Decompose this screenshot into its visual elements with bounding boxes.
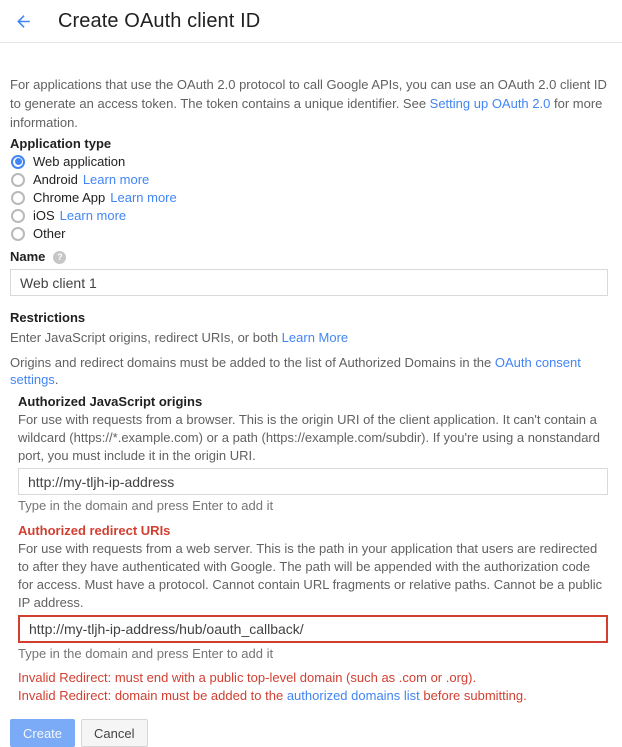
- error-domain-after: before submitting.: [419, 688, 527, 703]
- restrictions-line1: [10, 329, 608, 346]
- android-learn-more-link[interactable]: Learn more: [82, 172, 150, 187]
- radio-chrome-app[interactable]: [11, 191, 25, 205]
- authorized-origins-description: For use with requests from a browser. This is the origin URI of the client application. It can't contain a wildcard (https://*.example.com) or a path (https://example.com/subdir). If you're using a nonstandard port, you must include it in the origin URI.: [18, 412, 600, 463]
- radio-ios[interactable]: [11, 209, 25, 223]
- radio-label-ios: iOS: [33, 208, 55, 223]
- authorized-redirect-hint: Type in the domain and press Enter to add it: [18, 646, 274, 661]
- application-type-label: Application type: [10, 136, 112, 151]
- create-button[interactable]: Create: [10, 719, 75, 747]
- restrictions-line2-after: .: [54, 372, 59, 387]
- restrictions-line2-text: Origins and redirect domains must be added to the list of Authorized Domains in the: [10, 355, 495, 370]
- authorized-domains-list-link[interactable]: authorized domains list: [286, 688, 420, 703]
- name-label-row: [10, 249, 608, 265]
- name-input[interactable]: [10, 269, 608, 296]
- application-type-section: [10, 136, 608, 242]
- radio-web-application[interactable]: [11, 155, 25, 169]
- authorized-origins-hint: Type in the domain and press Enter to add it: [18, 498, 274, 513]
- radio-row-ios: [10, 207, 608, 224]
- restrictions-section: [10, 310, 608, 705]
- validation-errors: [18, 669, 608, 705]
- intro-text-after: for more information.: [10, 96, 603, 130]
- radio-row-chrome-app: [10, 189, 608, 206]
- radio-row-android: [10, 171, 608, 188]
- authorized-origins-heading: Authorized JavaScript origins: [18, 394, 203, 409]
- authorized-origins-input[interactable]: [18, 468, 608, 495]
- page-header: [0, 0, 622, 43]
- ios-learn-more-link[interactable]: Learn more: [59, 208, 127, 223]
- cancel-button[interactable]: Cancel: [81, 719, 147, 747]
- authorized-redirect-heading: Authorized redirect URIs: [18, 523, 171, 538]
- main-content: [0, 75, 622, 705]
- restrictions-line2: [10, 354, 608, 388]
- error-domain-before: Invalid Redirect: domain must be added to the: [18, 688, 287, 703]
- radio-label-chrome-app: Chrome App: [33, 190, 106, 205]
- help-circle-icon[interactable]: ?: [53, 251, 66, 264]
- authorized-redirect-input[interactable]: [18, 615, 608, 643]
- footer-actions: [0, 719, 622, 747]
- intro-paragraph: [10, 75, 608, 132]
- chrome-app-learn-more-link[interactable]: Learn more: [110, 190, 177, 205]
- oauth-consent-settings-link[interactable]: OAuth consent settings: [10, 355, 581, 387]
- restrictions-line1-text: Enter JavaScript origins, redirect URIs, or both: [10, 330, 282, 345]
- authorized-redirect-section: [18, 523, 608, 705]
- setting-up-oauth-link[interactable]: Setting up OAuth 2.0: [429, 96, 551, 111]
- radio-other[interactable]: [11, 227, 25, 241]
- radio-row-other: [10, 225, 608, 242]
- intro-text-before: For applications that use the OAuth 2.0 protocol to call Google APIs, you can use an OAuth 2.0 client ID to generate an access token. The token contains a unique identifier. See: [10, 77, 607, 111]
- radio-android[interactable]: [11, 173, 25, 187]
- radio-label-web-application: Web application: [33, 154, 126, 169]
- radio-label-android: Android: [33, 172, 78, 187]
- authorized-redirect-description: For use with requests from a web server. This is the path in your application that users are redirected to after they have authenticated with Google. The path will be appended with the authorization code for access. Must have a protocol. Cannot contain URL fragments or relative paths. Cannot be a public IP address.: [18, 541, 603, 610]
- restrictions-learn-more-link[interactable]: Learn More: [281, 330, 349, 345]
- radio-row-web-application: [10, 153, 608, 170]
- arrow-back-icon: [14, 12, 33, 31]
- radio-label-other: Other: [33, 226, 66, 241]
- error-message-tld: Invalid Redirect: must end with a public top-level domain (such as .com or .org).: [18, 670, 477, 685]
- restrictions-heading: Restrictions: [10, 310, 86, 325]
- authorized-origins-section: [18, 394, 608, 513]
- error-message-domain: [18, 687, 608, 705]
- page-title: Create OAuth client ID: [58, 9, 261, 32]
- back-button[interactable]: [11, 9, 35, 33]
- name-label: Name: [10, 249, 46, 264]
